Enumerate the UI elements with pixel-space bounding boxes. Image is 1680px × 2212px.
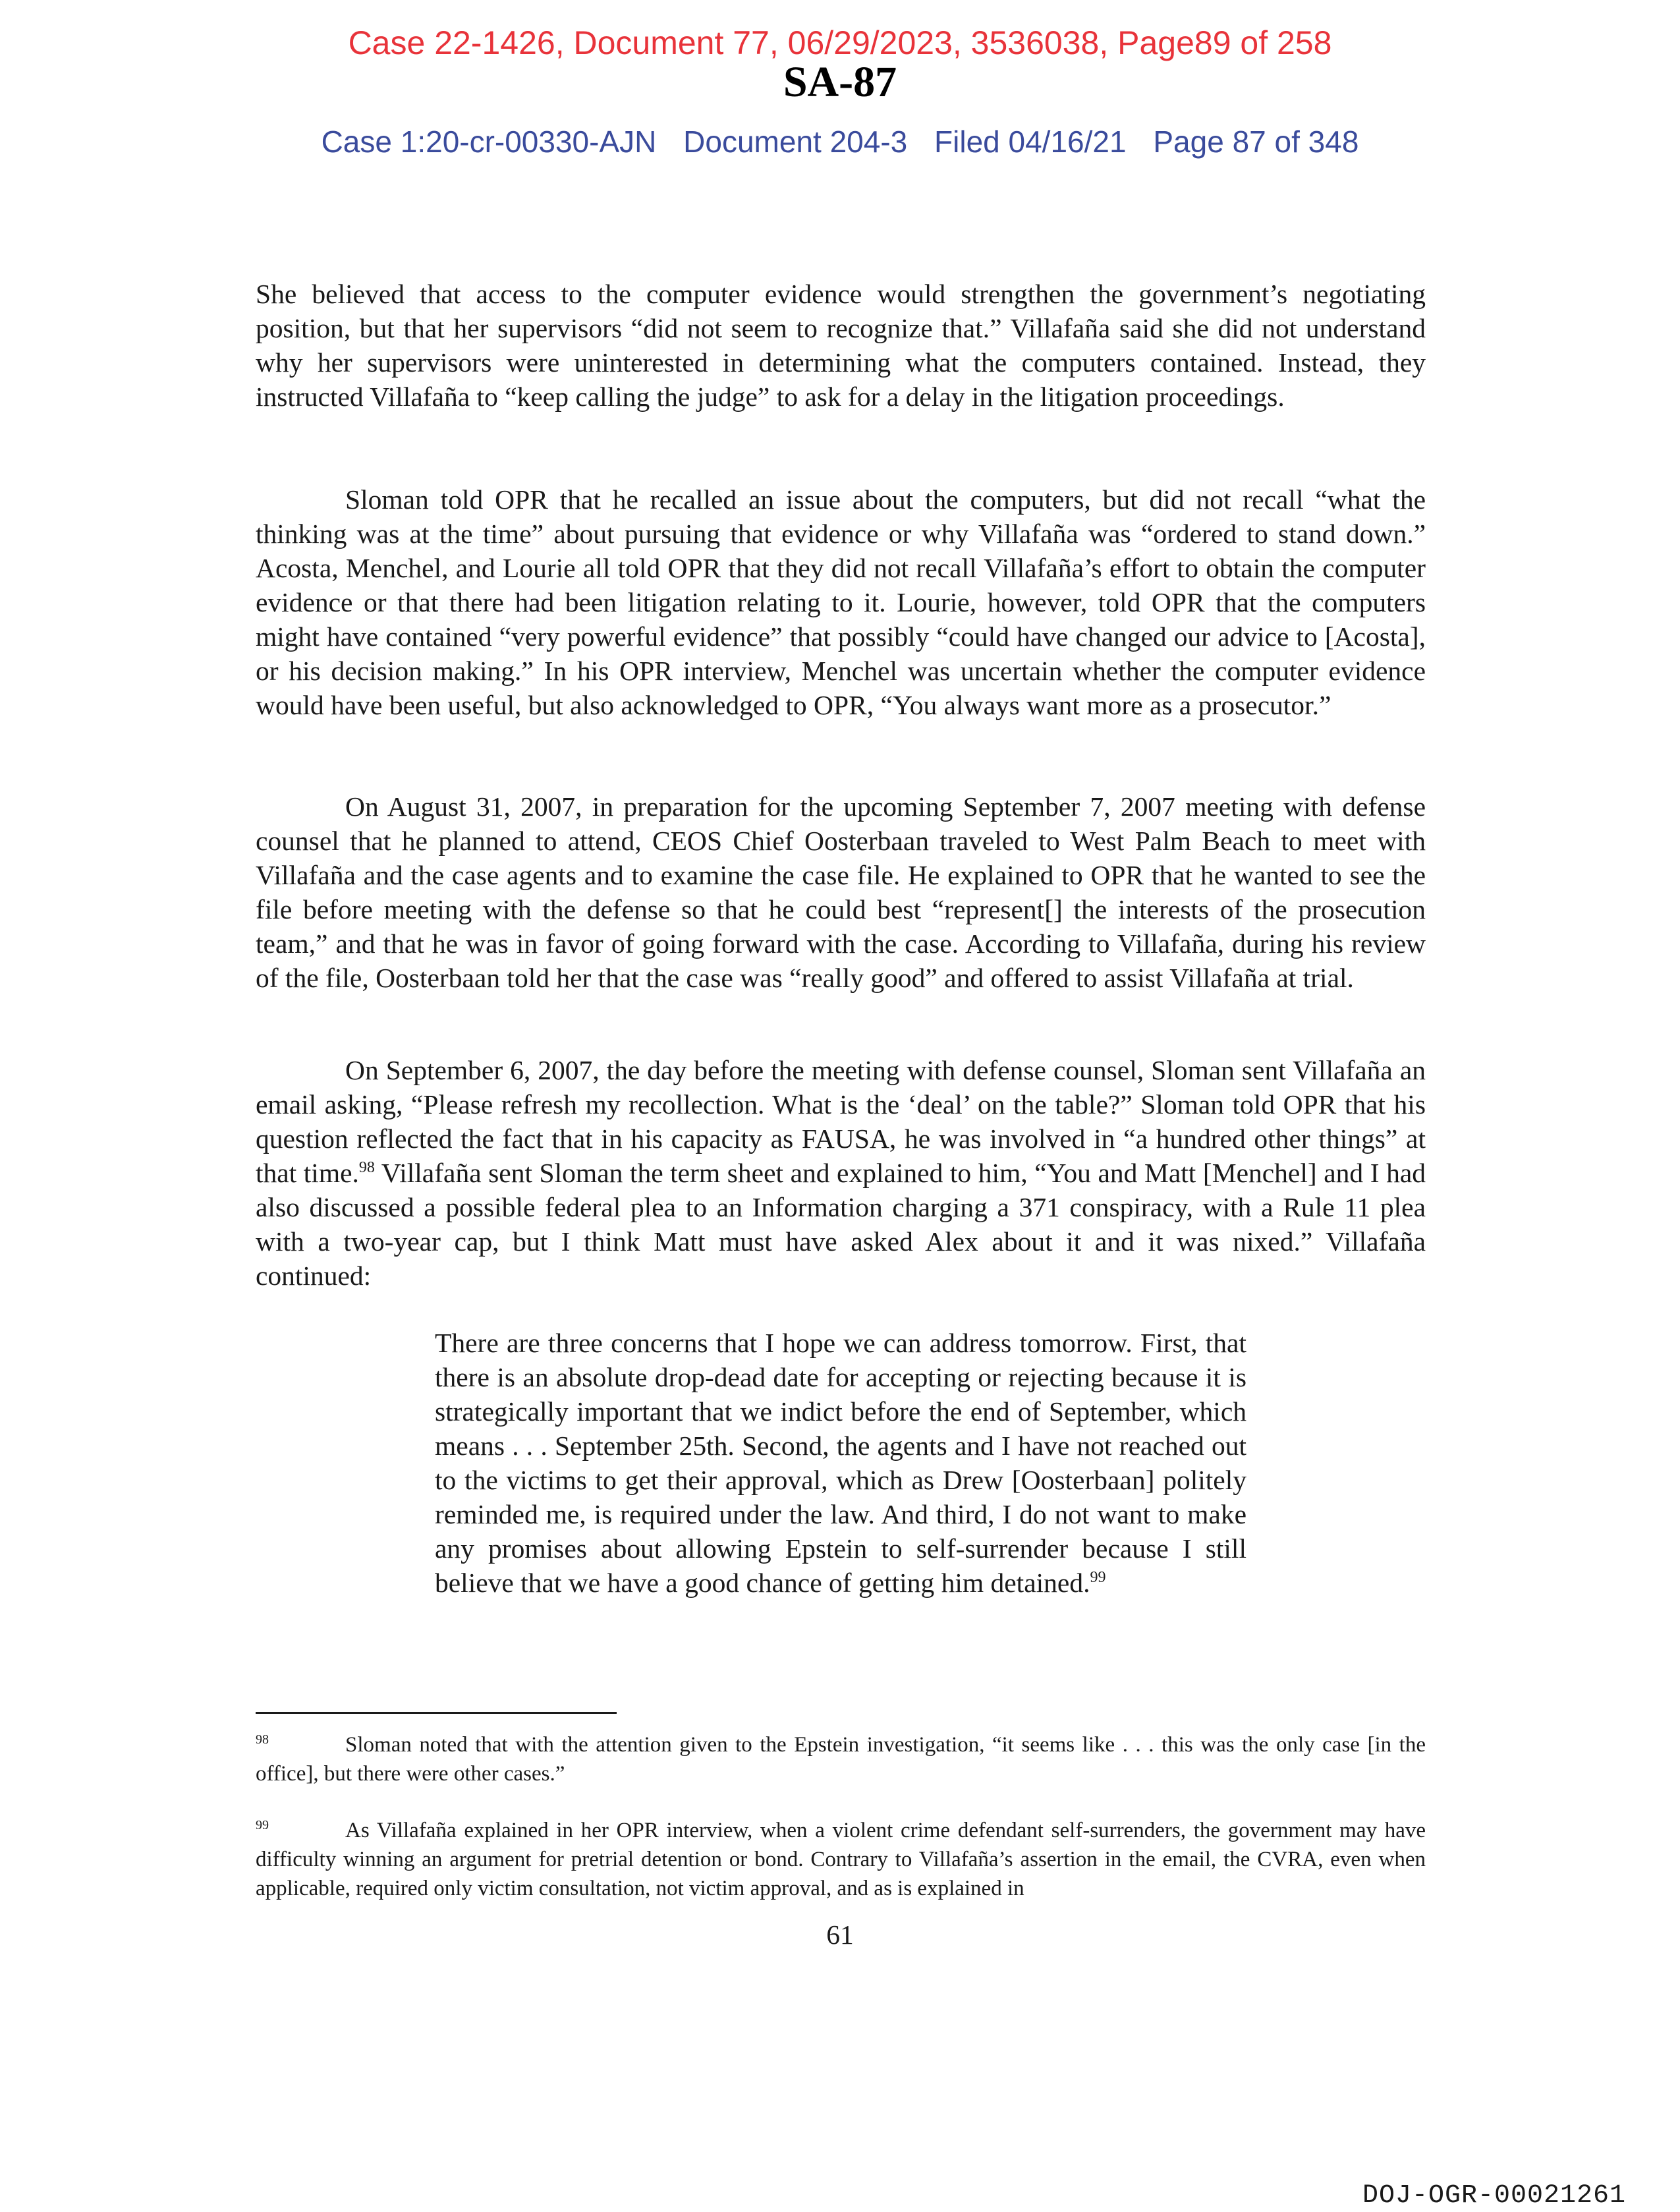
appellate-case-stamp: Case 22-1426, Document 77, 06/29/2023, 3536038, Page89 of 258 bbox=[348, 24, 1332, 61]
page-number: 61 bbox=[826, 1919, 854, 1950]
paragraph-text: She believed that access to the computer evidence would strengthen the government’s negotiating position, but that her supervisors “did not seem to recognize that.” Villafaña said she did not understand why her supervisors were uninterested in determining what the computers contained. Instead, they instructed Villafaña to “keep calling the judge” to ask for a delay in the litigation proceedings. bbox=[256, 279, 1426, 412]
body-paragraph-2 bbox=[256, 482, 1426, 722]
paragraph-text-after-footnote: Villafaña sent Sloman the term sheet and explained to him, “You and Matt [Menchel] and I had also discussed a possible federal plea to an Information charging a 371 conspiracy, with a Rule 11 plea with a two-year cap, but I think Matt must have asked Alex about it and it was nixed.” Villafaña continued: bbox=[256, 1158, 1426, 1291]
district-case-number: Case 1:20-cr-00330-AJN bbox=[321, 125, 657, 159]
bates-number: DOJ-OGR-00021261 bbox=[1362, 2181, 1626, 2211]
body-paragraph-1 bbox=[256, 277, 1426, 414]
paragraph-text: On August 31, 2007, in preparation for the upcoming September 7, 2007 meeting with defense counsel that he planned to attend, CEOS Chief Oosterbaan traveled to West Palm Beach to meet with Villafaña and the case agents and to examine the case file. He explained to OPR that he wanted to see the file before meeting with the defense so that he could best “represent[] the interests of the prosecution team,” and that he was in favor of going forward with the case. According to Villafaña, during his review of the file, Oosterbaan told her that the case was “really good” and offered to assist Villafaña at trial. bbox=[256, 791, 1426, 993]
appendix-page-label: SA-87 bbox=[783, 58, 897, 106]
paragraph-text: Sloman told OPR that he recalled an issue about the computers, but did not recall “what the thinking was at the time” about pursuing that evidence or why Villafaña was “ordered to stand down.” Acosta, Menchel, and Lourie all told OPR that they did not recall Villafaña’s effort to obtain the computer evidence or that there had been litigation relating to it. Lourie, however, told OPR that the computers might have contained “very powerful evidence” that possibly “could have changed our advice to [Acosta], or his decision making.” In his OPR interview, Menchel was uncertain whether the computer evidence would have been useful, but also acknowledged to OPR, “You always want more as a prosecutor.” bbox=[256, 484, 1426, 720]
footnote-98: 98 Sloman noted that with the attention given to the Epstein investigation, “it seems like . . . this was the only case [in the office], but there were other cases.” bbox=[256, 1732, 1426, 1786]
footnote-reference-98[interactable]: 98 bbox=[358, 1159, 375, 1177]
email-block-quote bbox=[435, 1326, 1246, 1600]
block-quote-text: There are three concerns that I hope we can address tomorrow. First, that there is an absolute drop-dead date for accepting or rejecting because it is strategically important that we indict before the end of September, which means . . . September 25th. Second, the agents and I have not reached out to the victims to get their approval, which as Drew [Oosterbaan] politely reminded me, is required under the law. And third, I do not want to make any promises about allowing Epstein to self-surrender because I still believe that we have a good chance of getting him detained. bbox=[435, 1328, 1246, 1598]
body-paragraph-3 bbox=[256, 789, 1426, 995]
footnote-reference-99[interactable]: 99 bbox=[1090, 1569, 1106, 1587]
footnote-99: 99 As Villafaña explained in her OPR interview, when a violent crime defendant self-surrenders, the government may have difficulty winning an argument for pretrial detention or bond. Contrary to Villafaña’s assertion in the email, the CVRA, even when applicable, required only victim consultation, not victim approval, and as is explained in bbox=[256, 1818, 1426, 1900]
paragraph-text bbox=[256, 1053, 1426, 1293]
footnote-text: As Villafaña explained in her OPR interview, when a violent crime defendant self-surrenders, the government may have difficulty winning an argument for pretrial detention or bond. Contrary to Villafaña’s assertion in the email, the CVRA, even when applicable, required only victim consultation, not victim approval, and as is explained in bbox=[256, 1819, 1426, 1900]
district-filed-date: Filed 04/16/21 bbox=[934, 125, 1127, 159]
footnote-divider bbox=[256, 1712, 617, 1714]
district-document-number: Document 204-3 bbox=[683, 125, 908, 159]
district-page-count: Page 87 of 348 bbox=[1153, 125, 1359, 159]
paragraph-text-before-footnote: On September 6, 2007, the day before the meeting with defense counsel, Sloman sent Villafaña an email asking, “Please refresh my recollection. What is the ‘deal’ on the table?” Sloman told OPR that his question reflected the fact that in his capacity as FAUSA, he was involved in “a hundred other things” at that time. bbox=[256, 1055, 1426, 1188]
footnote-text: Sloman noted that with the attention given to the Epstein investigation, “it seems like . . . this was the only case [in the office], but there were other cases.” bbox=[256, 1733, 1426, 1786]
district-case-stamp bbox=[0, 127, 1680, 157]
body-paragraph-4 bbox=[256, 1053, 1426, 1293]
